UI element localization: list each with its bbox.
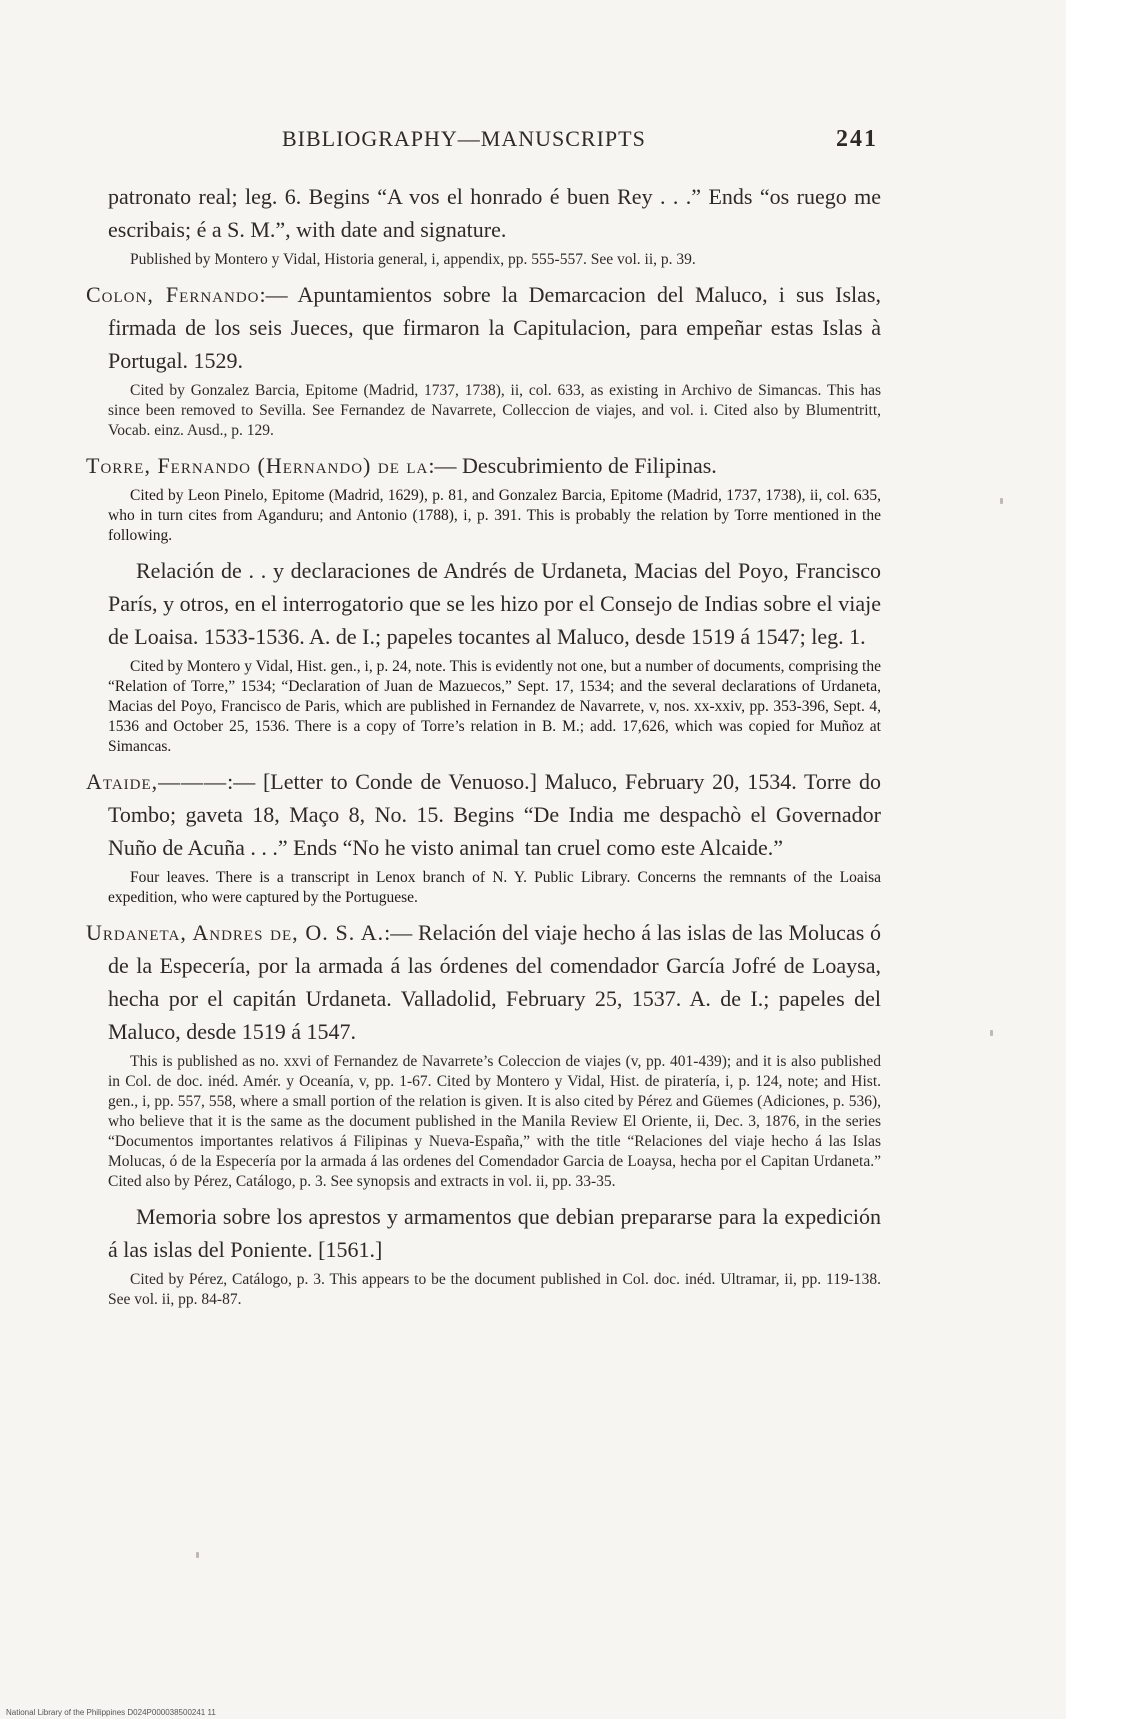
page-header [282, 126, 878, 153]
entry-note: Cited by Leon Pinelo, Epitome (Madrid, 1629), p. 81, and Gonzalez Barcia, Epitome (Madrid, 1737, 1738), ii, col. 635, who in turn cites from Aganduru; and Antonio (1788), i, p. 391. This is probably the relation by Torre mentioned in the following. [108, 487, 881, 544]
entry-note: This is published as no. xxvi of Fernandez de Navarrete’s Coleccion de viajes (v, pp. 401-439); and it is also published in Col. de doc. inéd. Amér. y Oceanía, v, pp. 1-67. Cited by Montero y Vidal, Hist. de piratería, i, p. 124, note; and Hist. gen., i, pp. 557, 558, where a small portion of the relation is given. It is also cited by Pérez and Güemes (Adiciones, p. 536), who believe that it is the same as the document published in the Manila Review El Oriente, ii, Dec. 3, 1876, in the series “Documentos importantes relativos á Filipinas y Nueva-España,” with the title “Relaciones del viaje hecho á las Islas Molucas, ó de la Especería por la armada á las ordenes del Comendador Garcia de Loaysa, hecha por el Capitan Urdaneta.” Cited also by Pérez, Catálogo, p. 3. See synopsis and extracts in vol. ii, pp. 33-35. [108, 1053, 881, 1190]
entry-title: :— [Letter to Conde de Venuoso.] Maluco, February 20, 1534. Torre do Tombo; gaveta 18, Maço 8, No. 15. Begins “De India me despachò el Governador Nuño de Acuña . . .” Ends “No he visto animal tan cruel como este Alcaide.” [108, 769, 881, 860]
entry-torre [86, 449, 881, 482]
entry-note: Cited by Montero y Vidal, Hist. gen., i, p. 24, note. This is evidently not one, but a number of documents, comprising the “Relation of Torre,” 1534; “Declaration of Juan de Mazuecos,” Sept. 17, 1534; and the several declarations of Urdaneta, Macias del Poyo, Francisco de Paris, which are published in Fernandez de Navarrete, v, nos. xx-xxiv, pp. 353-396, Sept. 4, 1536 and October 25, 1536. There is a copy of Torre’s relation in B. M.; add. 17,626, which was copied for Muñoz at Simancas. [108, 658, 881, 755]
scan-speck [990, 1030, 993, 1036]
scan-speck [1000, 498, 1003, 504]
entry-colon [86, 278, 881, 377]
entry-urdaneta [86, 916, 881, 1048]
entry-memoria: Memoria sobre los aprestos y armamentos que debian prepararse para la expedición á las islas del Poniente. [1561.] [108, 1204, 881, 1262]
entry-note: Cited by Gonzalez Barcia, Epitome (Madrid, 1737, 1738), ii, col. 633, as existing in Archivo de Simancas. This has since been removed to Sevilla. See Fernandez de Navarrete, Colleccion de viajes, and vol. i. Cited also by Blumentritt, Vocab. einz. Ausd., p. 129. [108, 382, 881, 439]
bibliography-content [86, 180, 881, 1318]
entry-author: Torre, Fernando (Hernando) de la [86, 453, 429, 478]
entry-title: :— Descubrimiento de Filipinas. [428, 453, 717, 478]
entry-ataide [86, 765, 881, 864]
page-margin [1066, 0, 1148, 1719]
entry-note: Four leaves. There is a transcript in Lenox branch of N. Y. Public Library. Concerns the remnants of the Loaisa expedition, who were captured by the Portuguese. [108, 869, 881, 906]
scan-footer: National Library of the Philippines D024P000038500241 11 [6, 1708, 216, 1717]
entry-note: Cited by Pérez, Catálogo, p. 3. This appears to be the document published in Col. doc. inéd. Ultramar, ii, pp. 119-138. See vol. ii, pp. 84-87. [108, 1271, 881, 1308]
entry-title: :— Apuntamientos sobre la Demarcacion del Maluco, i sus Islas, firmada de los seis Jueces, que firmaron la Capitulacion, para empeñar estas Islas à Portugal. 1529. [108, 282, 881, 373]
entry-author: Colon, Fernando [86, 282, 260, 307]
entry-author: Urdaneta, Andres de, O. S. A. [86, 920, 385, 945]
page-number: 241 [836, 126, 878, 152]
running-head: BIBLIOGRAPHY—MANUSCRIPTS [282, 126, 646, 151]
entry-note: Published by Montero y Vidal, Historia general, i, appendix, pp. 555-557. See vol. ii, p. 39. [130, 251, 696, 268]
entry-continuation: patronato real; leg. 6. Begins “A vos el honrado é buen Rey . . .” Ends “os ruego me escribais; é a S. M.”, with date and signature. [108, 184, 881, 242]
entry-title: :— Relación del viaje hecho á las islas de las Molucas ó de la Especería, por la armada á las órdenes del comendador García Jofré de Loaysa, hecha por el capitán Urdaneta. Valladolid, February 25, 1537. A. de I.; papeles del Maluco, desde 1519 á 1547. [108, 920, 881, 1044]
scan-speck [196, 1552, 199, 1558]
entry-author: Ataide,——— [86, 769, 228, 794]
entry-relacion: Relación de . . y declaraciones de Andrés de Urdaneta, Macias del Poyo, Francisco París, y otros, en el interrogatorio que se les hizo por el Consejo de Indias sobre el viaje de Loaisa. 1533-1536. A. de I.; papeles tocantes al Maluco, desde 1519 á 1547; leg. 1. [108, 558, 881, 649]
